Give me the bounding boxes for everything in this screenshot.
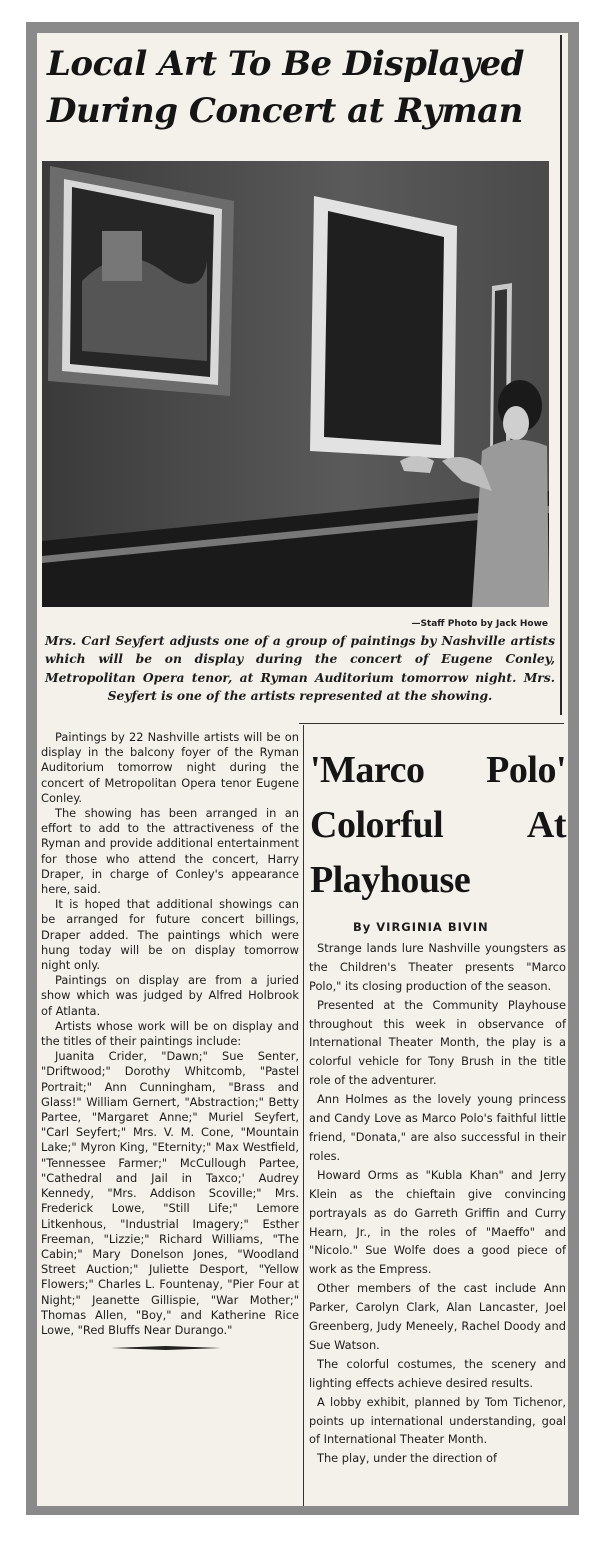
article-paragraph: Paintings by 22 Nashville artists will be on display in the balcony foyer of the Ryman Auditorium tomorrow night during the concert of Metropolitan Opera tenor Eugene Conley. — [41, 730, 299, 805]
article-paragraph: The showing has been arranged in an effort to add to the attractiveness of the Ryman and provide additional entertainment for those who attend the concert, Harry Draper, in charge of Conley's appearance here, said. — [41, 806, 299, 897]
article-paragraph: Howard Orms as "Kubla Khan" and Jerry Klein as the chieftain give convincing portrayals as do Garreth Griffin and Curry Hearn, Jr., in the roles of "Maeffo" and "Nicolo." Sue Wolfe does a good piece of work as the Empress. — [309, 1167, 566, 1277]
article-paragraph: Ann Holmes as the lovely young princess and Candy Love as Marco Polo's faithful little friend, "Donata," are also successful in their roles. — [309, 1092, 566, 1163]
article-headline: 'Marco Polo' Colorful At Playhouse — [310, 749, 566, 901]
article-paragraph: Other members of the cast include Ann Parker, Carolyn Clark, Alan Lancaster, Joel Greenberg, Judy Meneely, Rachel Doody and Sue Watson. — [309, 1281, 566, 1352]
article-paragraph: Strange lands lure Nashville youngsters as the Children's Theater presents "Marco Polo," its closing production of the season. — [309, 940, 566, 993]
article-paragraph: Artists whose work will be on display and the titles of their paintings include: — [41, 1018, 299, 1049]
article-paragraph: A lobby exhibit, planned by Tom Tichenor, points up international understanding, goal of International Theater Month. — [309, 1394, 566, 1447]
page-title: Local Art To Be Displayed During Concert at Ryman — [47, 44, 524, 131]
byline: By VIRGINIA BIVIN — [353, 920, 489, 934]
end-mark-divider — [111, 1346, 221, 1350]
photo-credit: —Staff Photo by Jack Howe — [411, 619, 548, 629]
article-paragraph: Presented at the Community Playhouse throughout this week in observance of International Theater Month, the play is a colorful vehicle for Tony Brush in the title role of the adventurer. — [309, 997, 566, 1088]
article-paragraph: Paintings on display are from a juried show which was judged by Alfred Holbrook of Atlanta. — [41, 973, 299, 1018]
column-divider — [303, 725, 304, 1506]
article-paragraph: The play, under the direction of — [317, 1451, 497, 1466]
photo-caption: Mrs. Carl Seyfert adjusts one of a group of paintings by Nashville artists which will be on display during the concert of Eugene Conley, Metropolitan Opera tenor, at Ryman Auditorium tomorrow night. Mrs. Seyfert is one of the artists represented at the showing. — [45, 633, 555, 703]
caption-divider — [299, 723, 564, 724]
news-photo — [42, 161, 549, 607]
newspaper-clipping — [37, 33, 568, 1506]
photo-illustration — [42, 161, 549, 607]
right-edge-rule — [560, 35, 562, 715]
left-article — [41, 730, 299, 1350]
artist-list: Juanita Crider, "Dawn;" Sue Senter, "Driftwood;" Dorothy Whitcomb, "Pastel Portrait;" Ann Cunningham, "Brass and Glass!" William Gernert, "Abstraction;" Betty Partee, "Margaret Anne;" Muriel Seyfert, "Carl Seyfert;" Mrs. V. M. Cone, "Mountain Lake;" Myron King, "Eternity;" Max Westfield, "Tennessee Farmer;" McCullough Partee, "Cathedral and Jail in Taxco;' Audrey Kennedy, "Mrs. Addison Scoville;" Mrs. Frederick Lowe, "Still Life;" Lemore Litkenhous, "Industrial Imagery;" Esther Freeman, "Lizzie;" Richard Williams, "The Cabin;" Mary Donelson Jones, "Woodland Street Auction;" Juliette Desport, "Yellow Flowers;" Charles L. Fountenay, "Pier Four at Night;" Jeanette Gillispie, "War Mother;" Thomas Allen, "Boy," and Katherine Rice Lowe, "Red Bluffs Near Durango." — [41, 1049, 299, 1337]
right-article — [309, 727, 566, 1468]
article-paragraph: The colorful costumes, the scenery and lighting effects achieve desired results. — [309, 1356, 566, 1390]
article-paragraph: It is hoped that additional showings can be arranged for future concert billings, Draper added. The paintings which were hung today will be on display tomorrow night only. — [41, 897, 299, 973]
